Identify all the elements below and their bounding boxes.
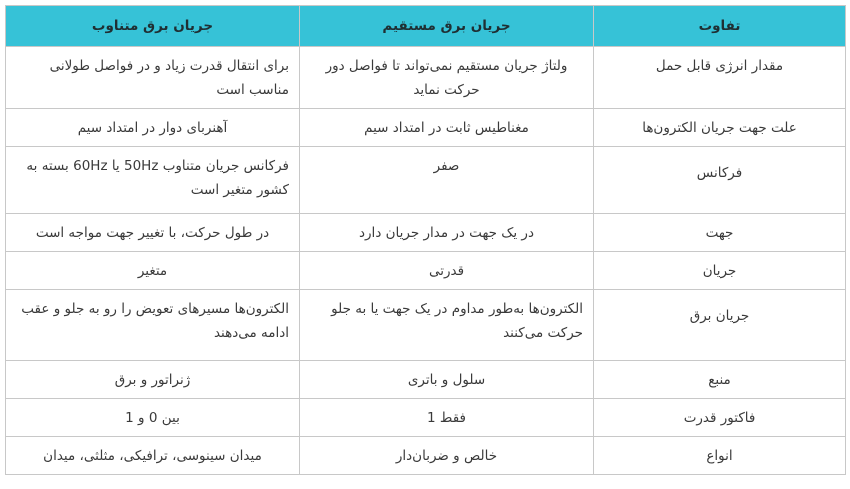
- header-ac: جریان برق متناوب: [6, 6, 300, 47]
- table-row: [6, 437, 846, 475]
- table-row: [6, 290, 846, 361]
- comparison-table-wrapper: [5, 5, 845, 475]
- ac-cell: متغیر: [6, 252, 300, 290]
- row-label: انواع: [594, 437, 846, 475]
- dc-cell: فقط 1: [300, 399, 594, 437]
- table-row: [6, 361, 846, 399]
- ac-cell: برای انتقال قدرت زیاد و در فواصل طولانی مناسب است: [6, 47, 300, 109]
- table-row: [6, 214, 846, 252]
- row-label: مقدار انرژی قابل حمل: [594, 47, 846, 109]
- row-label: جریان برق: [594, 290, 846, 361]
- ac-cell: ژنراتور و برق: [6, 361, 300, 399]
- header-difference: تفاوت: [594, 6, 846, 47]
- table-body: [6, 47, 846, 475]
- ac-cell: در طول حرکت، با تغییر جهت مواجه است: [6, 214, 300, 252]
- table-row: [6, 252, 846, 290]
- dc-cell: صفر: [300, 147, 594, 214]
- row-label: فاکتور قدرت: [594, 399, 846, 437]
- row-label: فرکانس: [594, 147, 846, 214]
- ac-dc-comparison-table: [5, 5, 846, 475]
- header-dc: جریان برق مستقیم: [300, 6, 594, 47]
- table-header: [6, 6, 846, 47]
- dc-cell: سلول و باتری: [300, 361, 594, 399]
- header-row: [6, 6, 846, 47]
- dc-cell: مغناطیس ثابت در امتداد سیم: [300, 109, 594, 147]
- ac-cell: بین 0 و 1: [6, 399, 300, 437]
- table-row: [6, 47, 846, 109]
- dc-cell: در یک جهت در مدار جریان دارد: [300, 214, 594, 252]
- ac-cell: فرکانس جریان متناوب 50Hz یا 60Hz بسته به کشور متغیر است: [6, 147, 300, 214]
- ac-cell: الکترون‌ها مسیرهای تعویض را رو به جلو و عقب ادامه می‌دهند: [6, 290, 300, 361]
- row-label: منبع: [594, 361, 846, 399]
- ac-cell: میدان سینوسی، ترافیکی، مثلثی، میدان: [6, 437, 300, 475]
- row-label: علت جهت جریان الکترون‌ها: [594, 109, 846, 147]
- dc-cell: ولتاژ جریان مستقیم نمی‌تواند تا فواصل دور حرکت نماید: [300, 47, 594, 109]
- table-row: [6, 147, 846, 214]
- table-row: [6, 399, 846, 437]
- dc-cell: خالص و ضربان‌دار: [300, 437, 594, 475]
- dc-cell: قدرتی: [300, 252, 594, 290]
- row-label: جهت: [594, 214, 846, 252]
- dc-cell: الکترون‌ها به‌طور مداوم در یک جهت یا به جلو حرکت می‌کنند: [300, 290, 594, 361]
- table-row: [6, 109, 846, 147]
- ac-cell: آهنربای دوار در امتداد سیم: [6, 109, 300, 147]
- row-label: جریان: [594, 252, 846, 290]
